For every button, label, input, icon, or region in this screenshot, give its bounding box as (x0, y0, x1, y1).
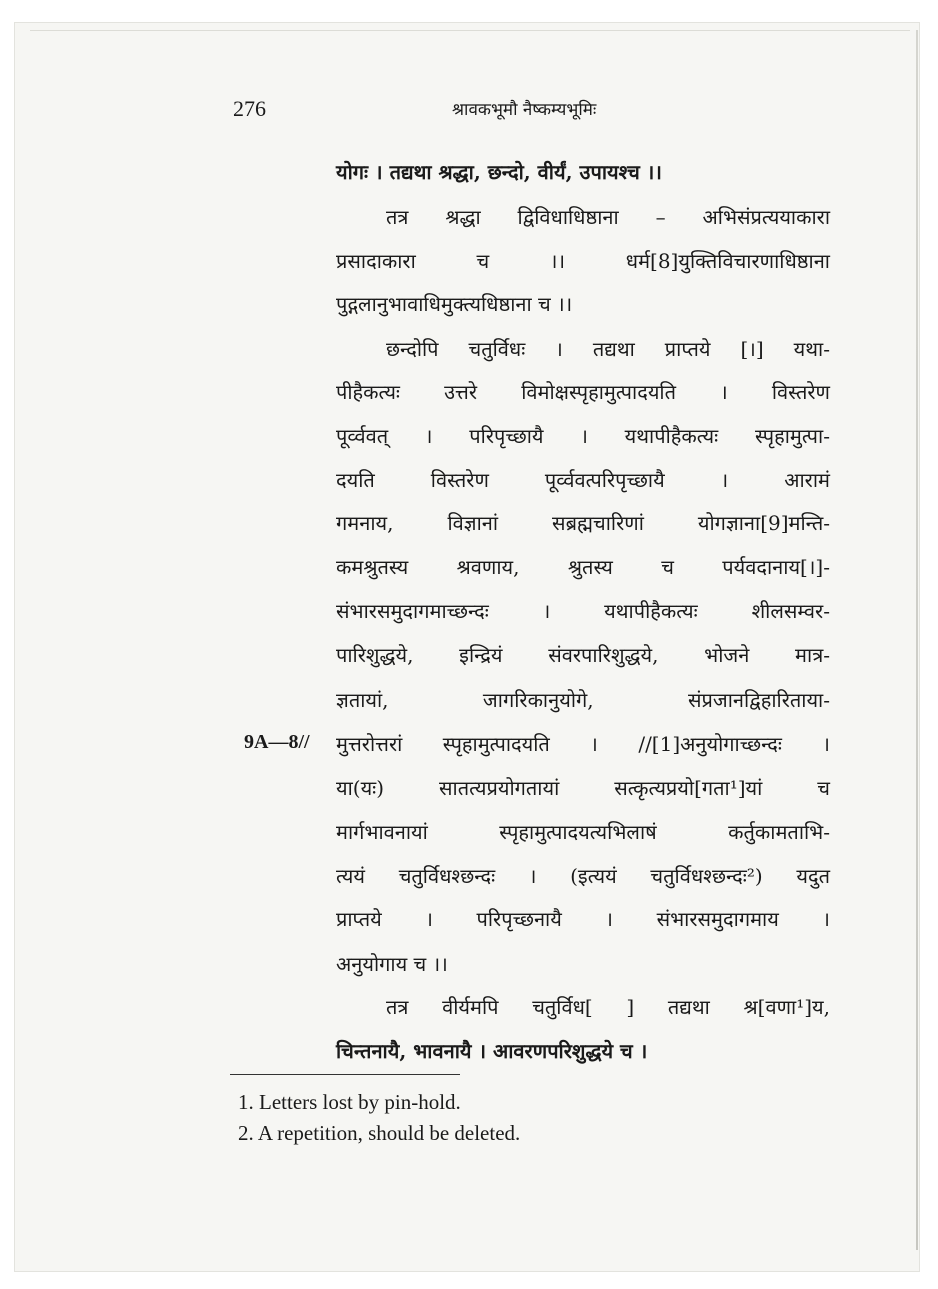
text-line-16: मार्गभावनायां स्पृहामुत्पादयत्यभिलाषं कर्तुकामताभि- (336, 820, 830, 844)
text-line-7: पूर्व्ववत् । परिपृच्छायै । यथापीहैकत्यः स्पृहामुत्पा- (336, 424, 830, 448)
text-line-12: पारिशुद्धये, इन्द्रियं संवरपारिशुद्धये, भोजने मात्र- (336, 643, 830, 667)
page-number: 276 (233, 96, 266, 121)
text-line-3: प्रसादाकारा च ।। धर्म[8]युक्तिविचारणाधिष्ठाना (336, 249, 830, 273)
running-title: श्रावकभूमौ नैष्कम्यभूमिः (452, 100, 597, 120)
text-line-4: पुद्गलानुभावाधिमुक्त्यधिष्ठाना च ।। (336, 292, 573, 316)
footnote-1: 1. Letters lost by pin-hold. (238, 1090, 461, 1114)
text-line-20: तत्र वीर्यमपि चतुर्विध[ ] तद्यथा श्र[वणा¹]य, (386, 995, 830, 1019)
text-line-8: दयति विस्तरेण पूर्व्ववत्परिपृच्छायै । आरामं (336, 468, 830, 492)
text-line-21: चिन्तनायै, भावनायै । आवरणपरिशुद्धये च । (336, 1039, 648, 1063)
page-fold-right (916, 30, 918, 1250)
footnote-2: 2. A repetition, should be deleted. (238, 1121, 521, 1145)
text-line-10: कमश्रुतस्य श्रवणाय, श्रुतस्य च पर्यवदानाय[।]- (336, 555, 830, 579)
text-line-13: ज्ञतायां, जागरिकानुयोगे, संप्रजानद्विहारिताया- (336, 688, 830, 712)
text-line-2: तत्र श्रद्धा द्विविधाधिष्ठाना – अभिसंप्रत्ययाकारा (386, 205, 830, 229)
page-fold-top (30, 30, 910, 31)
text-line-1: योगः । तद्यथा श्रद्धा, छन्दो, वीर्यं, उपायश्च ।। (336, 160, 662, 184)
text-line-5: छन्दोपि चतुर्विधः । तद्यथा प्राप्तये [।] यथा- (386, 337, 830, 361)
text-line-19: अनुयोगाय च ।। (336, 952, 448, 976)
text-line-9: गमनाय, विज्ञानां सब्रह्मचारिणां योगज्ञाना[9]मन्ति- (336, 511, 830, 535)
text-line-18: प्राप्तये । परिपृच्छनायै । संभारसमुदागमाय । (336, 907, 830, 931)
margin-folio-reference: 9A—8// (244, 731, 310, 753)
text-line-11: संभारसमुदागमाच्छन्दः । यथापीहैकत्यः शीलसम्वर- (336, 599, 830, 623)
text-line-15: या(यः) सातत्यप्रयोगतायां सत्कृत्यप्रयो[गता¹]यां च (336, 776, 830, 800)
text-line-6: पीहैकत्यः उत्तरे विमोक्षस्पृहामुत्पादयति । विस्तरेण (336, 380, 830, 404)
text-line-14: मुत्तरोत्तरां स्पृहामुत्पादयति । //[1]अनुयोगाच्छन्दः । (336, 732, 830, 756)
text-line-17: त्ययं चतुर्विधश्छन्दः । (इत्ययं चतुर्विधश्छन्दः²) यदुत (336, 864, 830, 888)
footnote-rule (230, 1074, 460, 1075)
